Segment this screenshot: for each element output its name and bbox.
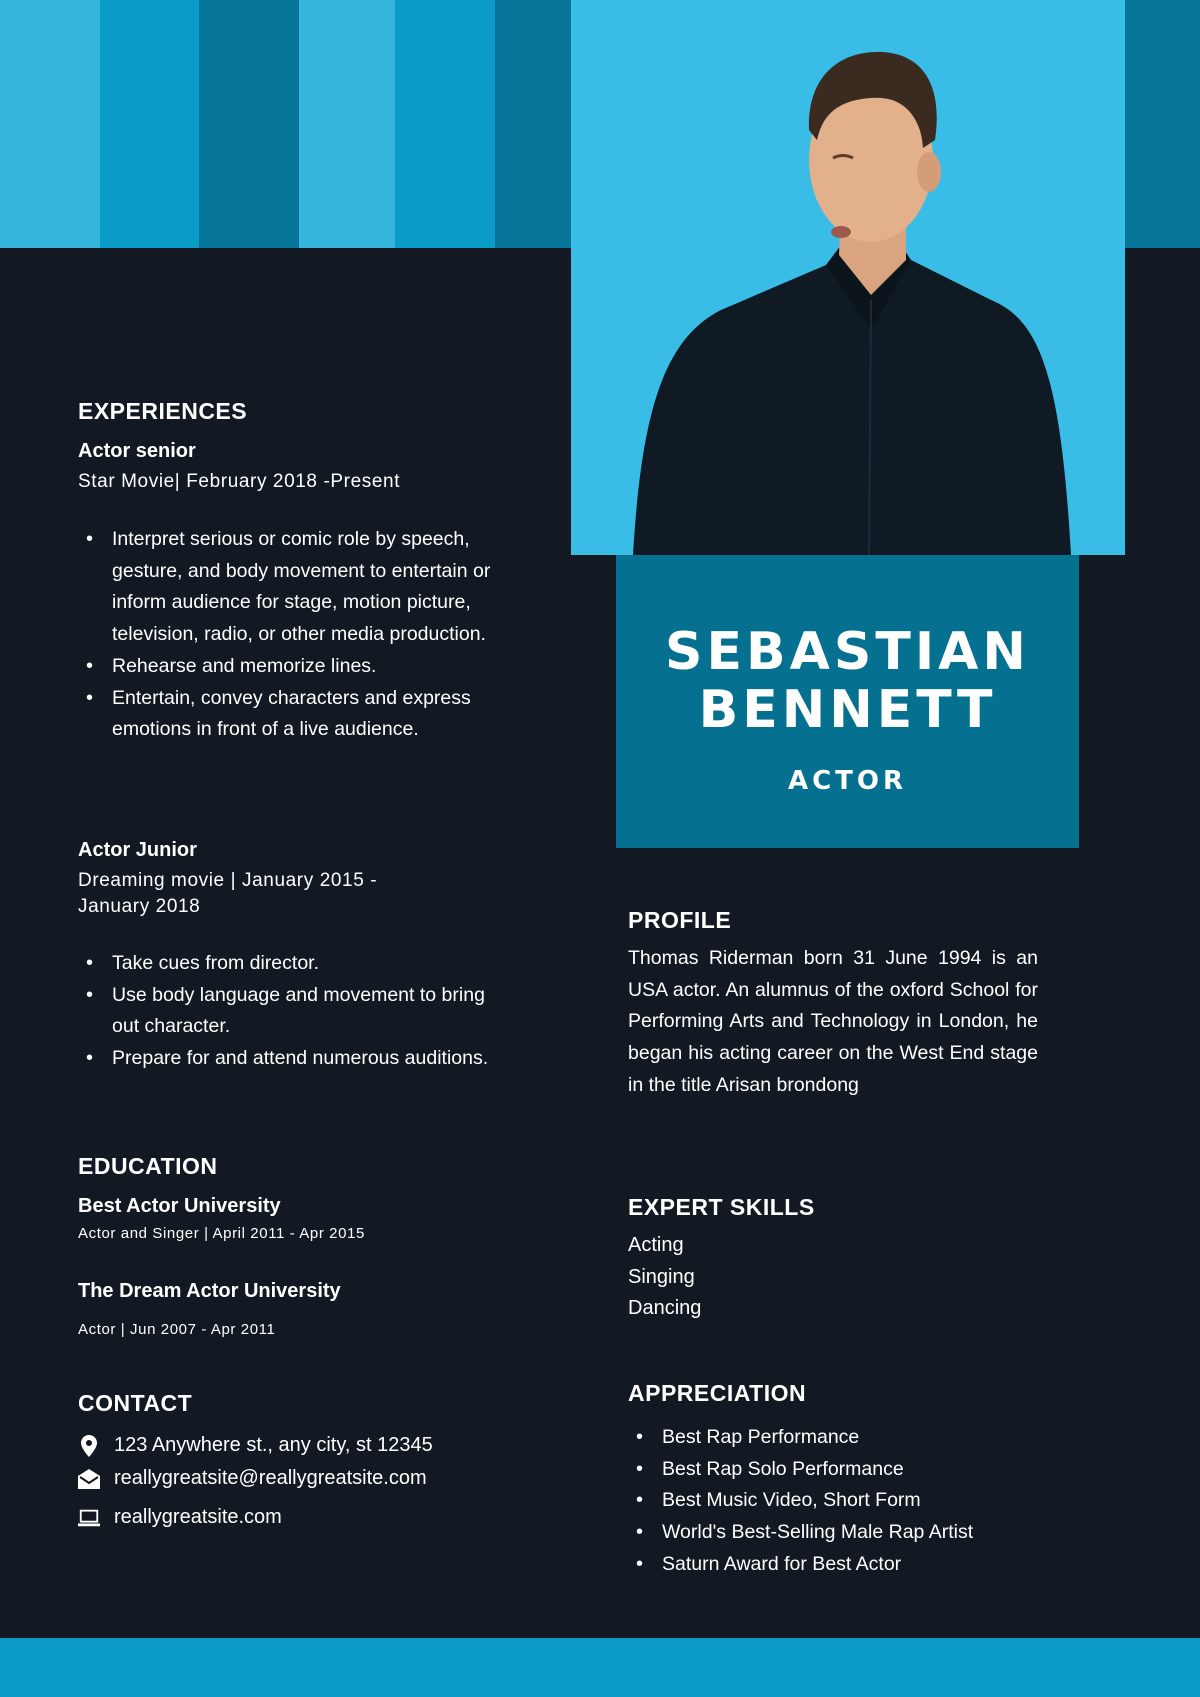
stripe (299, 0, 395, 248)
list-item: • Rehearse and memorize lines. (78, 651, 508, 683)
address-text: 123 Anywhere st., any city, st 12345 (114, 1434, 433, 1456)
school-name: The Dream Actor University (78, 1280, 341, 1302)
profile-text: Thomas Riderman born 31 June 1994 is an USA actor. An alumnus of the oxford School for Performing Arts and Technology in London, he began his acting career on the West End stage in the title Arisan brondong (628, 947, 1038, 1096)
job-bullets (78, 948, 508, 1075)
job-title: Actor Junior (78, 839, 197, 861)
contact-email[interactable] (78, 1467, 427, 1490)
skill-item: Acting (628, 1234, 684, 1256)
list-item: • Best Music Video, Short Form (628, 1485, 1048, 1517)
person-title: ACTOR (787, 766, 908, 796)
appreciation-heading: APPRECIATION (628, 1380, 807, 1406)
job-title: Actor senior (78, 440, 196, 462)
contact-address (78, 1434, 433, 1457)
location-pin-icon (78, 1435, 100, 1457)
contact-website[interactable] (78, 1506, 282, 1529)
school-name: Best Actor University (78, 1195, 281, 1217)
list-item: • Use body language and movement to bring out character. (78, 980, 508, 1043)
name-box (616, 555, 1079, 848)
stripe (0, 0, 100, 248)
list-item: • Best Rap Performance (628, 1422, 1048, 1454)
list-item: • Take cues from director. (78, 948, 508, 980)
skills-heading: EXPERT SKILLS (628, 1194, 815, 1220)
right-accent-block (1125, 0, 1200, 248)
laptop-icon (78, 1507, 100, 1529)
experiences-heading: EXPERIENCES (78, 398, 248, 424)
profile-heading: PROFILE (628, 907, 732, 933)
stripe (199, 0, 299, 248)
skills-list (628, 1230, 701, 1325)
skill-item: Singing (628, 1265, 695, 1288)
contact-heading: CONTACT (78, 1390, 193, 1416)
envelope-icon (78, 1468, 100, 1490)
person-name: SEBASTIAN BENNETT (665, 622, 1030, 740)
profile-photo (571, 0, 1125, 555)
list-item: • Entertain, convey characters and express emotions in front of a live audience. (78, 683, 508, 746)
list-item: • Best Rap Solo Performance (628, 1454, 1048, 1486)
school-detail: Actor and Singer | April 2011 - Apr 2015 (78, 1225, 365, 1242)
education-heading: EDUCATION (78, 1153, 218, 1179)
stripe (495, 0, 571, 248)
list-item: • Prepare for and attend numerous auditions. (78, 1043, 508, 1075)
job-meta: Dreaming movie | January 2015 - January 2018 (78, 870, 378, 917)
stripe (100, 0, 199, 248)
appreciation-list (628, 1422, 1048, 1581)
website-link[interactable]: reallygreatsite.com (114, 1506, 282, 1528)
email-link[interactable]: reallygreatsite@reallygreatsite.com (114, 1467, 427, 1489)
school-detail: Actor | Jun 2007 - Apr 2011 (78, 1321, 276, 1338)
skill-item: Dancing (628, 1297, 702, 1319)
footer-bar (0, 1638, 1200, 1697)
list-item: • World's Best-Selling Male Rap Artist (628, 1517, 1048, 1549)
list-item: • Saturn Award for Best Actor (628, 1549, 1048, 1581)
stripe (395, 0, 495, 248)
job-bullets (78, 524, 508, 746)
job-meta: Star Movie| February 2018 -Present (78, 471, 401, 492)
list-item: • Interpret serious or comic role by speech, gesture, and body movement to entertain or inform audience for stage, motion picture, television, radio, or other media production. (78, 524, 508, 651)
